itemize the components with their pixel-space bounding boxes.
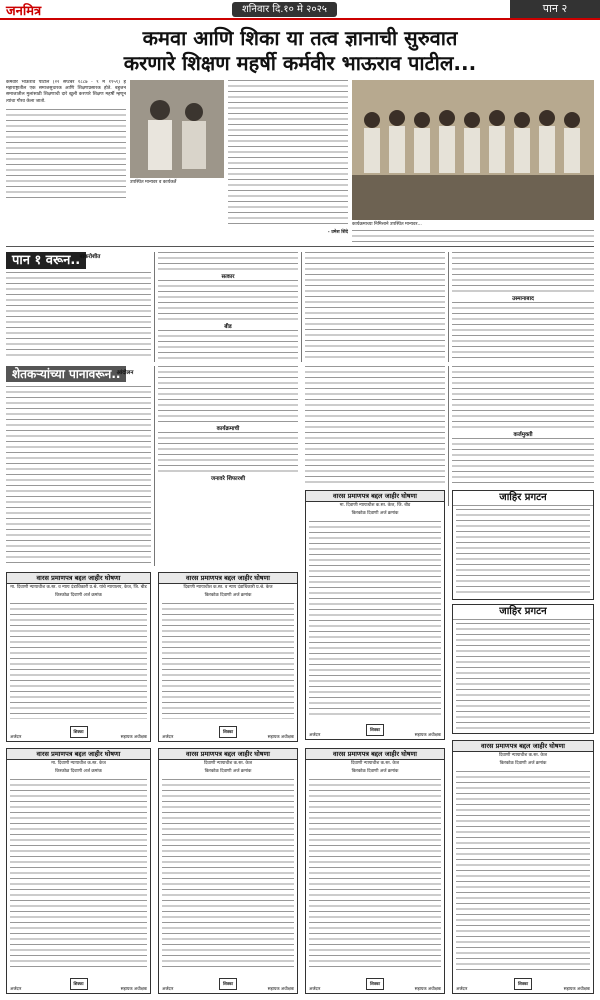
article-text-block: [456, 771, 590, 971]
continued-column-3: [305, 252, 445, 360]
article-text-block: [309, 521, 441, 717]
notice-sign-left: अर्जदार: [10, 734, 22, 739]
varas-notice: [158, 572, 298, 742]
notice-seal: शिक्का: [514, 978, 532, 990]
jahir-pragatan-title: जाहिर प्रगटन: [453, 605, 593, 620]
article-text-block: [305, 366, 445, 484]
column-f-heading: कार्यक्रमाची: [216, 426, 240, 432]
notice-footer: [162, 721, 294, 739]
notice-title: वारस प्रमाणपत्र बद्दल जाहीर घोषणा: [306, 749, 444, 760]
column-c-heading: उस्मानाबाद: [512, 296, 534, 302]
notice-sign-left: अर्जदार: [162, 986, 174, 991]
article-text-block: [10, 603, 147, 719]
varas-notice: [452, 740, 594, 994]
group-photo-caption-lines: [352, 230, 594, 242]
shetkari-column-4: [452, 366, 594, 428]
column-b-heading: सत्कार: [221, 274, 235, 280]
notice-title: वारस प्रमाणपत्र बद्दल जाहीर घोषणा: [306, 491, 444, 502]
notice-sign-right: सहायक अधीक्षक: [120, 734, 147, 739]
article-text-block: [162, 603, 294, 719]
article-text-block: [452, 252, 594, 292]
notice-court: मा. दिवाणी न्यायाधीश क.स्त. व न्याय दंडाधिकारी प्र.श्रे. यांचे न्यायालय, केज, जि. बीड: [10, 585, 147, 590]
column-rule: [154, 366, 155, 566]
notice-seal: शिक्का: [366, 724, 384, 736]
notice-court: मा. दिवाणी न्यायाधीश क.स्त. केज: [51, 761, 106, 766]
notice-body: [162, 779, 294, 971]
jahir-pragatan-2: [452, 604, 594, 734]
varas-notice: [6, 748, 151, 994]
notice-footer: [309, 719, 441, 737]
notice-footer: [10, 721, 147, 739]
article-text-block: [6, 109, 126, 199]
article-text-block: [309, 779, 441, 971]
headline-line-2: करणारे शिक्षण महर्षी कर्मवीर भाऊराव पाटील...: [123, 51, 477, 75]
notice-case: किरकोळ दिवाणी अर्ज क्रमांक: [499, 760, 547, 766]
notice-sign-right: सहायक अधीक्षक: [414, 986, 441, 991]
article-text-block: [305, 252, 445, 360]
notice-case: किरकोळ दिवाणी अर्ज क्रमांक: [204, 768, 252, 774]
lead-article-intro: [6, 80, 126, 200]
notice-sign-right: सहायक अधीक्षक: [267, 734, 294, 739]
group-photo-caption: कार्यक्रमाच्या निमित्ताने उपस्थित मान्यवर...: [352, 222, 422, 227]
notice-sign-left: अर्जदार: [309, 986, 321, 991]
notice-court: मा. दिवाणी न्यायाधीश क.स्त. केज, जि. बीड: [339, 503, 411, 508]
continued-column-2-top: [158, 252, 298, 270]
notice-seal: शिक्का: [70, 726, 88, 738]
article-text-block: [158, 252, 298, 270]
article-text-block: [452, 366, 594, 428]
masthead: [0, 0, 600, 20]
byline: - उमेश शिंदे: [327, 230, 348, 235]
jahir-pragatan-1: [452, 490, 594, 600]
article-text-block: [158, 330, 298, 360]
notice-body: [309, 779, 441, 971]
article-text-block: [6, 386, 151, 566]
continued-column-2b: [158, 330, 298, 360]
notice-title: वारस प्रमाणपत्र बद्दल जाहीर घोषणा: [7, 749, 150, 760]
continued-column-4b: [452, 302, 594, 360]
column-rule: [448, 252, 449, 362]
notice-case: किरकोळ दिवाणी अर्ज क्रमांक: [351, 768, 399, 774]
shetkari-subheading: आंदोलन: [116, 370, 134, 376]
article-text-block: [452, 438, 594, 486]
column-e-heading: जनावरे शिफारशी: [210, 476, 246, 482]
jahir-pragatan-body: [456, 509, 590, 596]
article-text-block: [452, 302, 594, 360]
jahir-pragatan-body: [456, 623, 590, 730]
lead-article-text: कर्मवीर भाऊराव पाटील (२२ सप्टेंबर १८८७ - ९ मे १९५९) हे महाराष्ट्रातील एक समाजसुधारक आणि शिक्षणप्रसारक होते. बहुजन समाजातील मुलांसाठी शिक्षणाची दारे खुली करणारे शिक्षण महर्षी म्हणून त्यांचा गौरव केला जातो.: [6, 80, 126, 104]
notice-case: किरकोळ दिवाणी अर्ज क्रमांक: [204, 592, 252, 598]
notice-court: दिवाणी न्यायाधीश क.स्त. केज: [203, 761, 253, 766]
notice-body: [162, 603, 294, 719]
lead-article-column-2: [228, 80, 348, 225]
notice-court: दिवाणी न्यायाधीश क.स्त. केज: [350, 761, 400, 766]
headline-line-1: कमवा आणि शिका या तत्व ज्ञानाची सुरुवात: [142, 26, 458, 50]
newspaper-logo: जनमित्र: [6, 4, 42, 19]
notice-sign-right: सहायक अधीक्षक: [563, 986, 590, 991]
notice-body: [309, 521, 441, 717]
article-text-block: [158, 280, 298, 320]
notice-title: वारस प्रमाणपत्र बद्दल जाहीर घोषणा: [453, 741, 593, 752]
column-rule: [301, 252, 302, 362]
shetkari-column-4b: [452, 438, 594, 486]
article-text-block: [158, 432, 298, 472]
notice-case: किरकोळ दिवाणी अर्ज क्रमांक: [351, 510, 399, 516]
notice-body: [10, 779, 147, 971]
article-text-block: [456, 509, 590, 596]
notice-body: [456, 771, 590, 971]
notice-title: वारस प्रमाणपत्र बद्दल जाहीर घोषणा: [159, 749, 297, 760]
page1-continued-title: पान १ वरून..: [6, 252, 86, 269]
notice-sign-right: सहायक अधीक्षक: [267, 986, 294, 991]
continued-column-4: [452, 252, 594, 292]
notice-title: वारस प्रमाणपत्र बद्दल जाहीर घोषणा: [7, 573, 150, 584]
notice-court: दिवाणी न्यायाधीश क.स्त. व न्याय दंडाधिकारी प्र.श्रे. केज: [183, 585, 273, 590]
main-headline: [6, 26, 594, 76]
notice-body: [10, 603, 147, 719]
notice-footer: [456, 973, 590, 991]
photo-caption: उपस्थित मान्यवर व कार्यकर्ते: [130, 180, 177, 185]
notice-seal: शिक्का: [219, 978, 237, 990]
page-number: पान २: [510, 0, 600, 18]
continued-column-1: [6, 272, 151, 360]
column-d-heading: बीड: [224, 324, 232, 330]
notice-case: किरकोळ दिवाणी अर्ज क्रमांक: [55, 768, 102, 774]
shetkari-column-2: [158, 366, 298, 422]
notice-seal: शिक्का: [366, 978, 384, 990]
notice-seal: शिक्का: [219, 726, 237, 738]
varas-notice: [6, 572, 151, 742]
notice-footer: [309, 973, 441, 991]
article-text-block: [10, 779, 147, 971]
notice-seal: शिक्का: [70, 978, 88, 990]
continued-column-2: [158, 280, 298, 320]
jahir-pragatan-title: जाहिर प्रगटन: [453, 491, 593, 506]
notice-court: दिवाणी न्यायाधीश क.स्त. केज: [498, 753, 548, 758]
column-rule: [448, 366, 449, 506]
notice-sign-right: सहायक अधीक्षक: [120, 986, 147, 991]
shetkari-column-2b: [158, 432, 298, 472]
shetkari-column-3: [305, 366, 445, 484]
notice-sign-right: सहायक अधीक्षक: [414, 732, 441, 737]
shetkari-column-1: [6, 386, 151, 566]
article-text-block: [162, 779, 294, 971]
shetkari-section-title: शेतकऱ्यांच्या पानावरून..: [6, 366, 126, 382]
notice-footer: [162, 973, 294, 991]
column-g-heading: कर्जमुक्ती: [513, 432, 533, 438]
karmaveer-portrait-photo: [130, 80, 224, 178]
article-text-block: [6, 272, 151, 360]
group-photo: [352, 80, 594, 220]
article-text-block: [228, 80, 348, 225]
notice-footer: [10, 973, 147, 991]
notice-case: किरकोळ दिवाणी अर्ज क्रमांक: [55, 592, 102, 598]
column-a-heading: बाकरोशीत: [79, 254, 101, 260]
notice-sign-left: अर्जदार: [162, 734, 174, 739]
article-text-block: [158, 366, 298, 422]
varas-notice: [158, 748, 298, 994]
varas-notice: [305, 490, 445, 740]
varas-notice: [305, 748, 445, 994]
dateline: शनिवार दि.१० मे २०२५: [232, 2, 337, 17]
article-text-block: [456, 623, 590, 730]
article-text-block: [352, 230, 594, 242]
section-divider: [6, 246, 594, 247]
notice-title: वारस प्रमाणपत्र बद्दल जाहीर घोषणा: [159, 573, 297, 584]
notice-sign-left: अर्जदार: [10, 986, 22, 991]
notice-sign-left: अर्जदार: [309, 732, 321, 737]
column-rule: [154, 252, 155, 362]
notice-sign-left: अर्जदार: [456, 986, 468, 991]
